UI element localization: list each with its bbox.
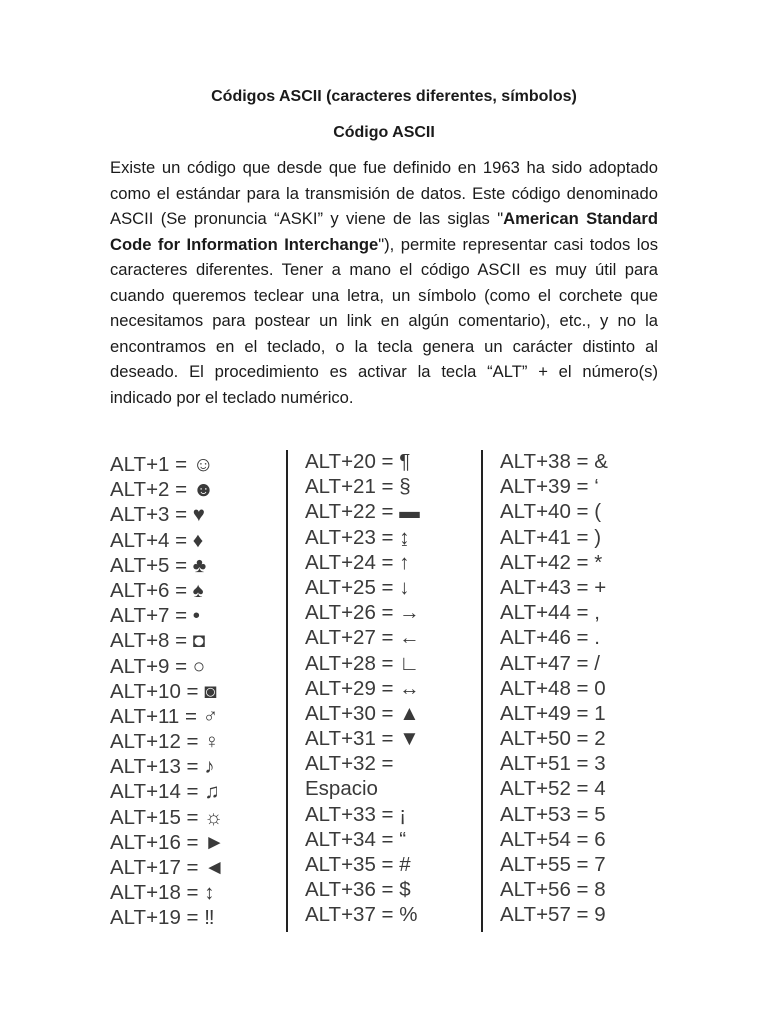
ascii-code-entry: ALT+31 = ▼	[305, 727, 420, 751]
ascii-code-entry: ALT+15 = ☼	[110, 805, 224, 829]
ascii-code-entry: ALT+2 = ☻	[110, 478, 215, 502]
section-heading: Código ASCII	[333, 124, 435, 141]
ascii-code-entry: ALT+43 = +	[500, 575, 607, 599]
ascii-code-entry: ALT+26 = →	[305, 601, 420, 625]
ascii-code-entry: ALT+48 = 0	[500, 676, 606, 700]
codes-column-2	[305, 449, 420, 928]
ascii-code-entry: ALT+28 = ∟	[305, 651, 420, 675]
ascii-code-entry: ALT+42 = *	[500, 550, 603, 574]
ascii-code-entry: ALT+6 = ♠	[110, 578, 204, 602]
ascii-code-entry: ALT+14 = ♫	[110, 780, 220, 804]
intro-bold-phrase: American Standard Code for Information Interchange	[110, 209, 658, 254]
ascii-code-entry: ALT+49 = 1	[500, 701, 606, 725]
ascii-code-entry: ALT+8 = ◘	[110, 629, 206, 653]
ascii-code-entry: ALT+54 = 6	[500, 827, 606, 851]
ascii-code-entry: ALT+21 = §	[305, 475, 411, 499]
ascii-code-entry: ALT+38 = &	[500, 450, 608, 473]
ascii-code-entry: ALT+17 = ◄	[110, 856, 225, 879]
codes-column-1	[110, 452, 225, 931]
ascii-code-entry: ALT+7 = •	[110, 604, 200, 628]
ascii-code-entry: ALT+53 = 5	[500, 802, 606, 826]
ascii-code-entry: ALT+30 = ▲	[305, 701, 420, 725]
ascii-code-entry: ALT+20 = ¶	[305, 450, 411, 473]
ascii-code-entry: ALT+11 = ♂	[110, 704, 219, 728]
ascii-code-entry: ALT+46 = .	[500, 626, 600, 650]
ascii-code-entry: ALT+57 = 9	[500, 903, 606, 927]
codes-column-3	[500, 449, 608, 928]
ascii-code-entry: ALT+50 = 2	[500, 727, 606, 751]
ascii-code-entry: ALT+36 = $	[305, 878, 411, 902]
ascii-code-entry: ALT+41 = )	[500, 525, 602, 549]
intro-text-start: Existe un código que desde que fue definido en 1963 ha sido adoptado como el estándar para la transmisión de datos. Este código denominado ASCII (Se pronuncia “ASKI” y viene de las siglas "	[110, 158, 658, 228]
ascii-code-entry: ALT+44 = ,	[500, 601, 600, 625]
ascii-code-entry: ALT+19 = ‼	[110, 906, 215, 930]
ascii-code-entry: ALT+3 = ♥	[110, 503, 205, 527]
ascii-code-entry: ALT+29 = ↔	[305, 676, 420, 700]
intro-paragraph	[110, 155, 658, 410]
ascii-code-entry: ALT+10 = ◙	[110, 679, 217, 703]
ascii-code-entry: ALT+5 = ♣	[110, 553, 207, 577]
ascii-code-entry: ALT+55 = 7	[500, 853, 606, 876]
ascii-code-entry: ALT+35 = #	[305, 853, 411, 876]
document-title: Códigos ASCII (caracteres diferentes, símbolos)	[211, 88, 577, 105]
ascii-code-entry: ALT+47 = /	[500, 651, 600, 675]
ascii-code-entry: ALT+37 = %	[305, 903, 418, 927]
column-divider	[286, 450, 288, 932]
column-divider	[481, 450, 483, 932]
ascii-code-entry: ALT+12 = ♀	[110, 730, 220, 754]
ascii-code-entry: ALT+39 = ‘	[500, 475, 599, 499]
ascii-code-entry: ALT+34 = “	[305, 827, 407, 851]
ascii-code-entry: ALT+51 = 3	[500, 752, 606, 776]
ascii-code-entry: ALT+13 = ♪	[110, 755, 215, 779]
ascii-code-entry: ALT+4 = ♦	[110, 528, 204, 552]
ascii-code-entry: ALT+24 = ↑	[305, 550, 410, 574]
ascii-code-entry: ALT+32 =	[305, 752, 394, 776]
intro-text-end: "), permite representar casi todos los caracteres diferentes. Tener a mano el código ASCII es muy útil para cuando queremos teclear una letra, un símbolo (como el corchete que necesitamos para postear un link en algún comentario), etc., y no la encontramos en el teclado, o la tecla genera un carácter distinto al deseado. El procedimiento es activar la tecla “ALT” + el número(s) indicado por el teclado numérico.	[110, 234, 658, 407]
ascii-code-entry: ALT+16 = ►	[110, 830, 225, 854]
ascii-code-entry: ALT+33 = ¡	[305, 802, 407, 826]
ascii-code-entry: ALT+23 = ↨	[305, 525, 410, 549]
ascii-code-entry: ALT+1 = ☺	[110, 453, 214, 476]
ascii-code-entry: ALT+40 = (	[500, 500, 602, 524]
ascii-code-entry: Espacio	[305, 777, 378, 801]
ascii-code-entry: ALT+27 = ←	[305, 626, 420, 650]
ascii-code-entry: ALT+25 = ↓	[305, 575, 410, 599]
ascii-code-entry: ALT+18 = ↕	[110, 881, 215, 905]
ascii-code-entry: ALT+52 = 4	[500, 777, 606, 801]
ascii-code-entry: ALT+22 = ▬	[305, 500, 420, 524]
ascii-code-entry: ALT+56 = 8	[500, 878, 606, 902]
ascii-code-entry: ALT+9 = ○	[110, 654, 206, 678]
